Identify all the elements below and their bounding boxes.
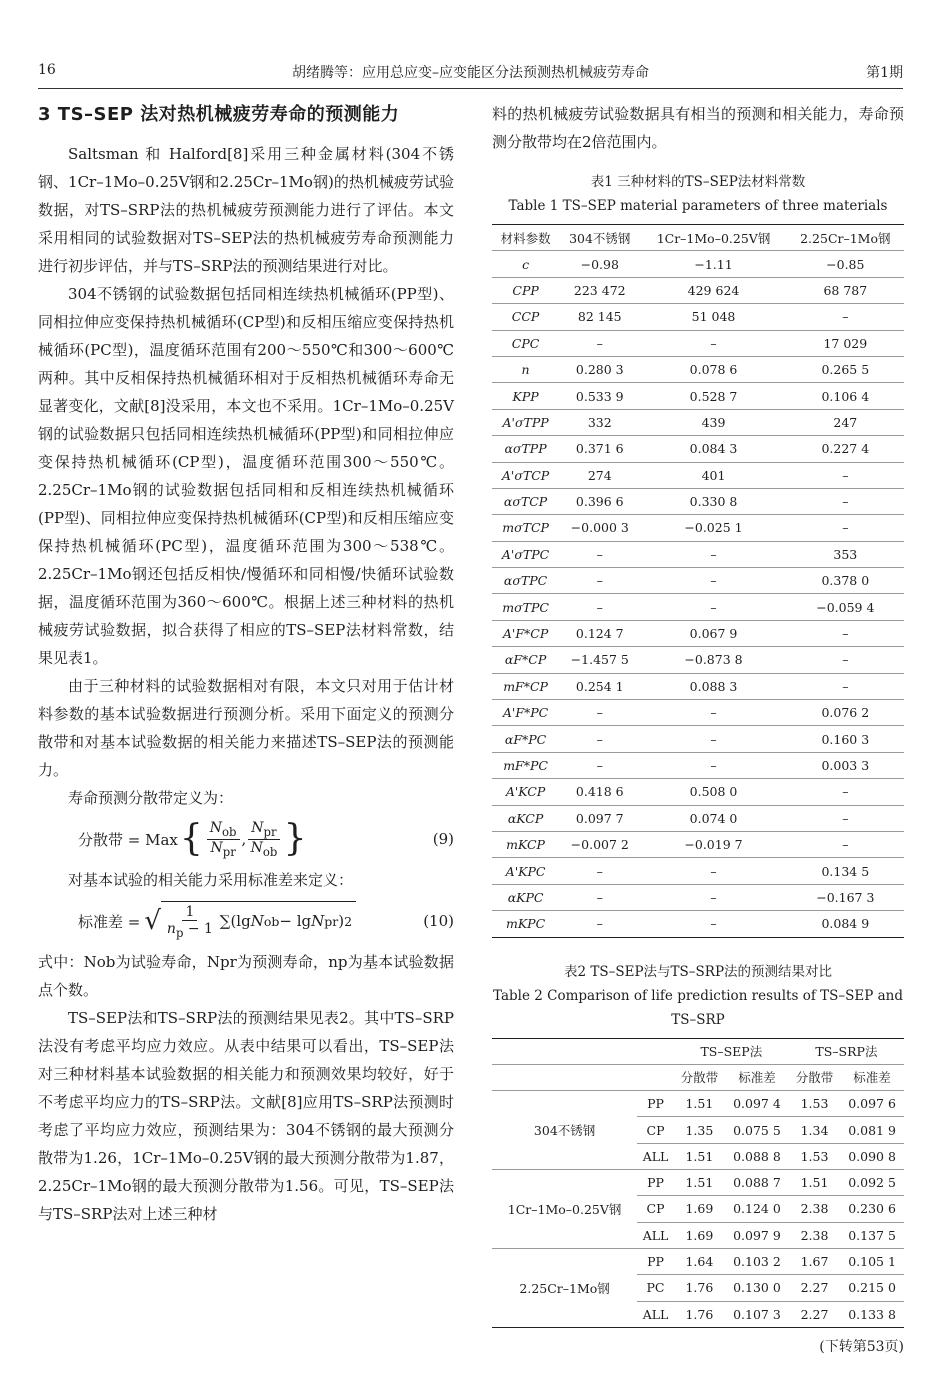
table1-cell: 0.528 7 [640,383,786,409]
table1-cell: – [787,831,904,857]
table1-cell: 0.533 9 [559,383,640,409]
table2-cell: 0.137 5 [840,1222,904,1248]
table1-cell: – [787,647,904,673]
table2-material: 2.25Cr–1Mo钢 [492,1248,637,1327]
table1-row [492,356,904,382]
table1-param: A'σTCP [492,462,559,488]
table1-cell: 0.097 7 [559,805,640,831]
table1-row [492,726,904,752]
table1-cell: −0.019 7 [640,831,786,857]
table1-cell: 0.330 8 [640,488,786,514]
table1-cell: 0.254 1 [559,673,640,699]
table1-param: A'F*CP [492,620,559,646]
paragraph-7: TS–SEP法和TS–SRP法的预测结果见表2。其中TS–SRP法没有考虑平均应力效应。从表中结果可以看出，TS–SEP法对三种材料基本试验数据的相关能力和预测效果均较好，好于不考虑平均应力的TS–SRP法。文献[8]应用TS–SRP法预测时考虑了平均应力效应，预测结果为：304不锈钢的最大预测分散带为1.26，1Cr–1Mo–0.25V钢的最大预测分散带为1.87，2.25Cr–1Mo钢的最大预测分散带为1.56。可见，TS–SEP法与TS–SRP法对上述三种材 [38,1009,454,1223]
table2-cell: 0.090 8 [840,1143,904,1169]
table2-group-header: TS–SRP法 [789,1038,904,1064]
table1-cell: 439 [640,409,786,435]
table2-material: 304不锈钢 [492,1091,637,1170]
table1-cell: −0.85 [787,251,904,277]
table1-param: CPP [492,277,559,303]
table1-param: mσTPC [492,594,559,620]
page-number: 16 [38,62,56,78]
table2-cell: 1.35 [674,1117,725,1143]
table1-cell: – [559,726,640,752]
table1-cell: 0.084 3 [640,436,786,462]
table1-param: αF*PC [492,726,559,752]
table1-param: ασTPC [492,568,559,594]
table1-cell: 0.371 6 [559,436,640,462]
table2-cell: 1.34 [789,1117,840,1143]
table1-param: mF*PC [492,752,559,778]
running-header [38,62,903,84]
table1-cell: – [559,594,640,620]
table1-caption-cn: 表1 三种材料的TS–SEP法材料常数 [590,174,806,190]
table2-cell: 1.51 [674,1170,725,1196]
table2-cell: 1.53 [789,1091,840,1117]
table1-cell: 68 787 [787,277,904,303]
table1-param: A'KCP [492,779,559,805]
table2-caption-cn: 表2 TS–SEP法与TS–SRP法的预测结果对比 [563,963,833,980]
table1-cell: – [640,541,786,567]
table2-cell: 1.76 [674,1301,725,1327]
table1-param: αKCP [492,805,559,831]
table2-sub-header: 标准差 [840,1064,904,1090]
header-rule [38,88,903,89]
table1-cell: – [787,462,904,488]
table2-cell: 1.51 [674,1143,725,1169]
table1-cell: 0.088 3 [640,673,786,699]
table2-caption-en-1: Table 2 Comparison of life prediction results of TS–SEP and [493,987,903,1004]
table1-cell: 0.418 6 [559,779,640,805]
equation-9-lhs: 分散带 = Max [78,830,178,849]
table1-cell: 0.067 9 [640,620,786,646]
continued-note: (下转第53页) [819,1338,904,1355]
table1-row [492,568,904,594]
table2-cycle-type: CP [637,1117,674,1143]
table1-cell: −0.98 [559,251,640,277]
table1-header: 304不锈钢 [559,225,640,251]
table1-cell: – [640,330,786,356]
table-2 [492,1038,904,1328]
table2-sub-header: 分散带 [674,1064,725,1090]
table1-cell: −0.059 4 [787,594,904,620]
table2-cell: 0.075 5 [725,1117,789,1143]
table1-param: A'σTPC [492,541,559,567]
table1-row [492,673,904,699]
table2-row [492,1170,904,1196]
table1-cell: – [640,884,786,910]
table1-cell: 0.265 5 [787,356,904,382]
table2-cell: 0.230 6 [840,1196,904,1222]
table1-cell: 247 [787,409,904,435]
equation-10-number: (10) [423,912,454,930]
table2-cell: 0.088 7 [725,1170,789,1196]
table1-param: KPP [492,383,559,409]
table-1 [492,224,904,938]
table2-cell: 1.51 [674,1091,725,1117]
table2-cell: 1.51 [789,1170,840,1196]
table1-cell: – [559,330,640,356]
right-column [492,100,904,1356]
table1-cell: 0.106 4 [787,383,904,409]
table1-row [492,330,904,356]
table1-cell: 274 [559,462,640,488]
table1-row [492,752,904,778]
table1-cell: −0.167 3 [787,884,904,910]
table1-row [492,700,904,726]
table2-cycle-type: ALL [637,1301,674,1327]
table1-row [492,488,904,514]
table1-row [492,436,904,462]
table1-row [492,409,904,435]
table1-param: A'KPC [492,858,559,884]
table1-cell: −0.000 3 [559,515,640,541]
table1-header: 2.25Cr–1Mo钢 [787,225,904,251]
table1-cell: −0.025 1 [640,515,786,541]
table1-cell: 82 145 [559,304,640,330]
table2-cell: 0.105 1 [840,1248,904,1274]
table2-cell: 1.76 [674,1275,725,1301]
table1-cell: 223 472 [559,277,640,303]
table1-cell: – [640,911,786,937]
table1-row [492,647,904,673]
table2-cycle-type: PP [637,1248,674,1274]
table1-header: 材料参数 [492,225,559,251]
equation-10: 标准差 = √ $\frac{1}{n_p - 1}$ ∑(lg N ob − lg N pr ) 2 (10) [38,894,454,948]
table2-cell: 0.092 5 [840,1170,904,1196]
table1-param: mKCP [492,831,559,857]
table1-cell: 353 [787,541,904,567]
table1-cell: – [640,700,786,726]
table1-header: 1Cr–1Mo–0.25V钢 [640,225,786,251]
table1-row [492,805,904,831]
paragraph-1: Saltsman 和 Halford[8]采用三种金属材料(304不锈钢、1Cr–1Mo–0.25V钢和2.25Cr–1Mo钢)的热机械疲劳试验数据，对TS–SRP法的热机械疲劳预测能力进行了评估。本文采用相同的试验数据对TS–SEP法的热机械疲劳寿命预测能力进行初步评估，并与TS–SRP法的预测结果进行对比。 [38,145,454,275]
table1-param: αF*CP [492,647,559,673]
table1-cell: 401 [640,462,786,488]
table1-cell: 0.003 3 [787,752,904,778]
section-title: 3 TS–SEP 法对热机械疲劳寿命的预测能力 [38,104,400,125]
table1-cell: – [559,541,640,567]
table1-cell: 0.227 4 [787,436,904,462]
table1-cell: – [559,911,640,937]
table1-row [492,462,904,488]
table1-cell: 0.074 0 [640,805,786,831]
paragraph-3: 由于三种材料的试验数据相对有限，本文只对用于估计材料参数的基本试验数据进行预测分析。采用下面定义的预测分散带和对基本试验数据的相关能力来描述TS–SEP法的预测能力。 [38,677,454,779]
table2-cell: 1.67 [789,1248,840,1274]
paragraph-continued: 料的热机械疲劳试验数据具有相当的预测和相关能力，寿命预测分散带均在2倍范围内。 [492,105,904,151]
table2-cell: 2.27 [789,1275,840,1301]
table1-row [492,779,904,805]
table1-cell: −0.873 8 [640,647,786,673]
table1-param: A'σTPP [492,409,559,435]
table2-cycle-type: ALL [637,1143,674,1169]
table1-cell: – [559,884,640,910]
table2-cell: 1.64 [674,1248,725,1274]
table2-cell: 2.27 [789,1301,840,1327]
table1-cell: 0.134 5 [787,858,904,884]
table1-cell: – [787,620,904,646]
table2-cell: 2.38 [789,1222,840,1248]
equation-9: 分散带 = Max { $\frac{N_{ob}}{N_{pr}}$ , $\frac{N_{pr}}{N_{ob}}$ } (9) [78,818,454,859]
table1-cell: – [640,752,786,778]
table1-cell: 429 624 [640,277,786,303]
equation-9-number: (9) [432,830,454,848]
table1-cell: – [787,488,904,514]
table1-param: n [492,356,559,382]
table1-cell: −1.457 5 [559,647,640,673]
table2-cell: 0.097 9 [725,1222,789,1248]
table1-cell: – [559,568,640,594]
table2-row [492,1248,904,1274]
table1-cell: – [640,568,786,594]
table2-cell: 0.097 6 [840,1091,904,1117]
table2-cycle-type: CP [637,1196,674,1222]
paragraph-4: 寿命预测分散带定义为： [68,789,234,807]
table2-cycle-type: PP [637,1091,674,1117]
paragraph-2: 304不锈钢的试验数据包括同相连续热机械循环(PP型)、同相拉伸应变保持热机械循环(CP型)和反相压缩应变保持热机械循环(PC型)，温度循环范围有200～550℃和300～600℃两种。其中反相保持热机械循环相对于反相热机械循环寿命无显著变化，文献[8]没采用，本文也不采用。1Cr–1Mo–0.25V钢的试验数据只包括同相连续热机械循环(PP型)和同相拉伸应变保持热机械循环(CP型)，温度循环范围300～550℃。2.25Cr–1Mo钢的试验数据包括同相和反相连续热机械循环(PP型)、同相拉伸应变保持热机械循环(CP型)和反相压缩应变保持热机械循环(PC型)，温度循环范围为300～538℃。2.25Cr–1Mo钢还包括反相快/慢循环和同相慢/快循环试验数据，温度循环范围为360～600℃。根据上述三种材料的热机械疲劳试验数据，拟合获得了相应的TS–SEP法材料常数，结果见表1。 [38,285,454,667]
table2-cell: 0.133 8 [840,1301,904,1327]
table1-cell: – [640,594,786,620]
table1-cell: −1.11 [640,251,786,277]
table1-row [492,620,904,646]
table1-row [492,383,904,409]
table1-param: αKPC [492,884,559,910]
table1-cell: −0.007 2 [559,831,640,857]
table1-cell: 0.280 3 [559,356,640,382]
table1-cell: – [559,700,640,726]
table1-cell: 332 [559,409,640,435]
table1-param: mF*CP [492,673,559,699]
table1-param: mKPC [492,911,559,937]
table1-cell: – [787,515,904,541]
issue-number: 第1期 [866,65,903,81]
table1-cell: – [787,779,904,805]
table1-row [492,858,904,884]
table2-cell: 1.69 [674,1222,725,1248]
table1-cell: – [640,726,786,752]
table2-cycle-type: ALL [637,1222,674,1248]
table2-cell: 0.097 4 [725,1091,789,1117]
table1-param: ασTCP [492,488,559,514]
table2-cell: 1.53 [789,1143,840,1169]
table1-row [492,884,904,910]
left-column [38,100,454,1228]
table1-caption-en: Table 1 TS–SEP material parameters of three materials [508,198,888,214]
table1-param: CPC [492,330,559,356]
table1-cell: 51 048 [640,304,786,330]
paragraph-5: 对基本试验的相关能力采用标准差来定义： [68,871,354,889]
table1-cell: 17 029 [787,330,904,356]
table2-cell: 0.215 0 [840,1275,904,1301]
table1-cell: 0.078 6 [640,356,786,382]
table1-cell: 0.508 0 [640,779,786,805]
table1-cell: – [559,858,640,884]
table2-row [492,1091,904,1117]
table2-sub-header: 分散带 [789,1064,840,1090]
table1-row [492,594,904,620]
equation-10-lhs: 标准差 = [78,912,141,931]
table1-param: A'F*PC [492,700,559,726]
table1-param: mσTCP [492,515,559,541]
table1-row [492,251,904,277]
table1-cell: 0.124 7 [559,620,640,646]
table2-cell: 0.130 0 [725,1275,789,1301]
table2-cell: 1.69 [674,1196,725,1222]
table1-cell: 0.084 9 [787,911,904,937]
table1-cell: – [787,673,904,699]
table1-cell: – [787,805,904,831]
table2-cycle-type: PP [637,1170,674,1196]
running-title: 胡绪腾等：应用总应变–应变能区分法预测热机械疲劳寿命 [292,65,649,81]
table1-cell: 0.160 3 [787,726,904,752]
table2-sub-header: 标准差 [725,1064,789,1090]
table1-param: ασTPP [492,436,559,462]
table1-cell: 0.396 6 [559,488,640,514]
table2-cell: 0.081 9 [840,1117,904,1143]
table1-param: CCP [492,304,559,330]
table2-material: 1Cr–1Mo–0.25V钢 [492,1170,637,1249]
table1-cell: 0.076 2 [787,700,904,726]
table2-caption-en-2: TS–SRP [671,1011,725,1028]
table1-param: c [492,251,559,277]
table1-row [492,304,904,330]
table1-row [492,277,904,303]
table1-row [492,541,904,567]
table1-cell: 0.378 0 [787,568,904,594]
table2-cell: 0.088 8 [725,1143,789,1169]
table2-cycle-type: PC [637,1275,674,1301]
table1-cell: – [787,304,904,330]
table1-row [492,515,904,541]
table2-cell: 2.38 [789,1196,840,1222]
table2-cell: 0.124 0 [725,1196,789,1222]
table2-cell: 0.103 2 [725,1248,789,1274]
paragraph-6: 式中：Nob为试验寿命，Npr为预测寿命，np为基本试验数据点个数。 [38,953,454,999]
table2-group-header: TS–SEP法 [674,1038,789,1064]
table1-cell: – [640,858,786,884]
table2-cell: 0.107 3 [725,1301,789,1327]
table1-row [492,831,904,857]
table1-row [492,911,904,937]
table1-cell: – [559,752,640,778]
